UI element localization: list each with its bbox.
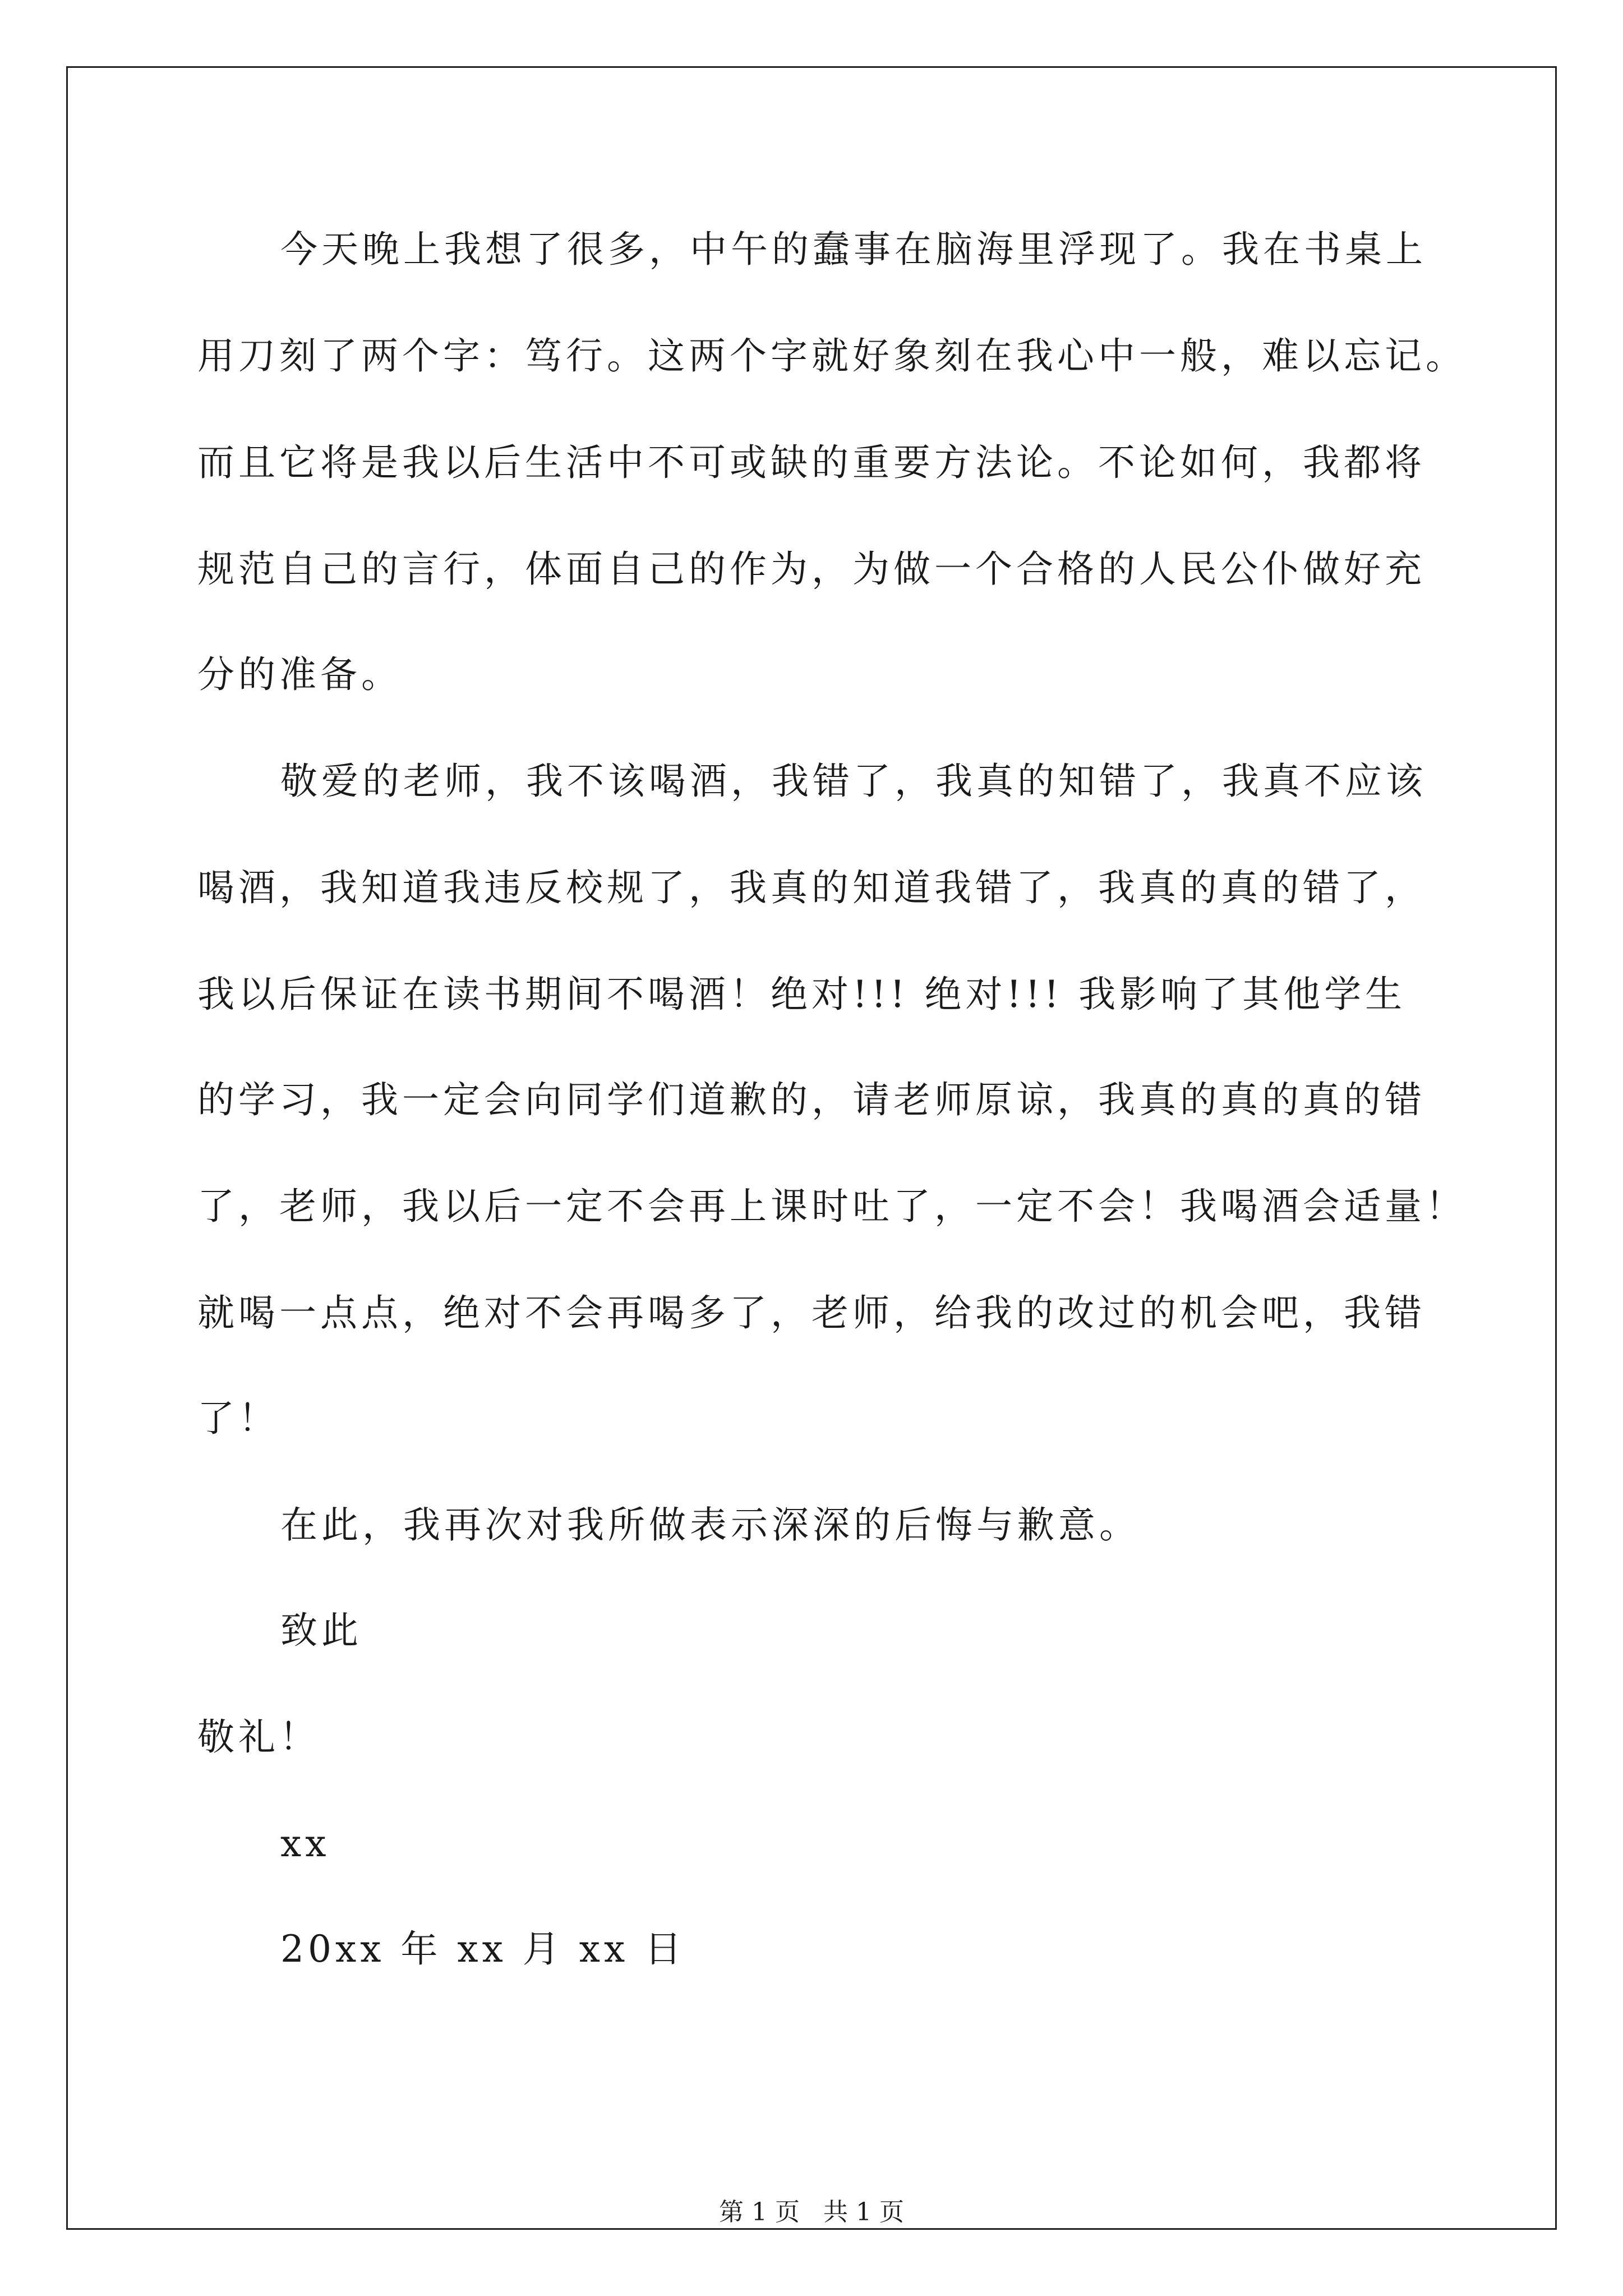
paragraph2-line3: 我以后保证在读书期间不喝酒！绝对!!! 绝对!!! 我影响了其他学生 <box>197 973 1407 1016</box>
paragraph2-line4: 的学习，我一定会向同学们道歉的，请老师原谅，我真的真的真的错 <box>197 1078 1426 1121</box>
signature-line: xx <box>280 1822 330 1865</box>
paragraph1-line4: 规范自己的言行，体面自己的作为，为做一个合格的人民公仆做好充 <box>197 547 1426 591</box>
paragraph2-line6: 就喝一点点，绝对不会再喝多了，老师，给我的改过的机会吧，我错 <box>197 1291 1426 1335</box>
date-line: 20xx 年 xx 月 xx 日 <box>280 1927 686 1971</box>
paragraph3: 在此，我再次对我所做表示深深的后悔与歉意。 <box>280 1503 1140 1547</box>
closing-line: 致此 <box>280 1609 362 1652</box>
page-border <box>66 66 1557 2230</box>
paragraph2-line7: 了！ <box>197 1397 279 1440</box>
page-number-footer: 第 1 页 共 1 页 <box>719 2198 904 2226</box>
paragraph2-line5: 了，老师，我以后一定不会再上课时吐了，一定不会！我喝酒会适量！ <box>197 1185 1467 1228</box>
paragraph1-line2: 用刀刻了两个字：笃行。这两个字就好象刻在我心中一般，难以忘记。 <box>197 334 1467 378</box>
paragraph2-line2: 喝酒，我知道我违反校规了，我真的知道我错了，我真的真的错了， <box>197 866 1426 909</box>
paragraph1-line5: 分的准备。 <box>197 653 402 696</box>
paragraph1-line1: 今天晚上我想了很多，中午的蠢事在脑海里浮现了。我在书桌上 <box>280 228 1427 271</box>
paragraph1-line3: 而且它将是我以后生活中不可或缺的重要方法论。不论如何，我都将 <box>197 441 1426 484</box>
paragraph2-line1: 敬爱的老师，我不该喝酒，我错了，我真的知错了，我真不应该 <box>280 760 1427 803</box>
salute-line: 敬礼！ <box>197 1715 320 1759</box>
